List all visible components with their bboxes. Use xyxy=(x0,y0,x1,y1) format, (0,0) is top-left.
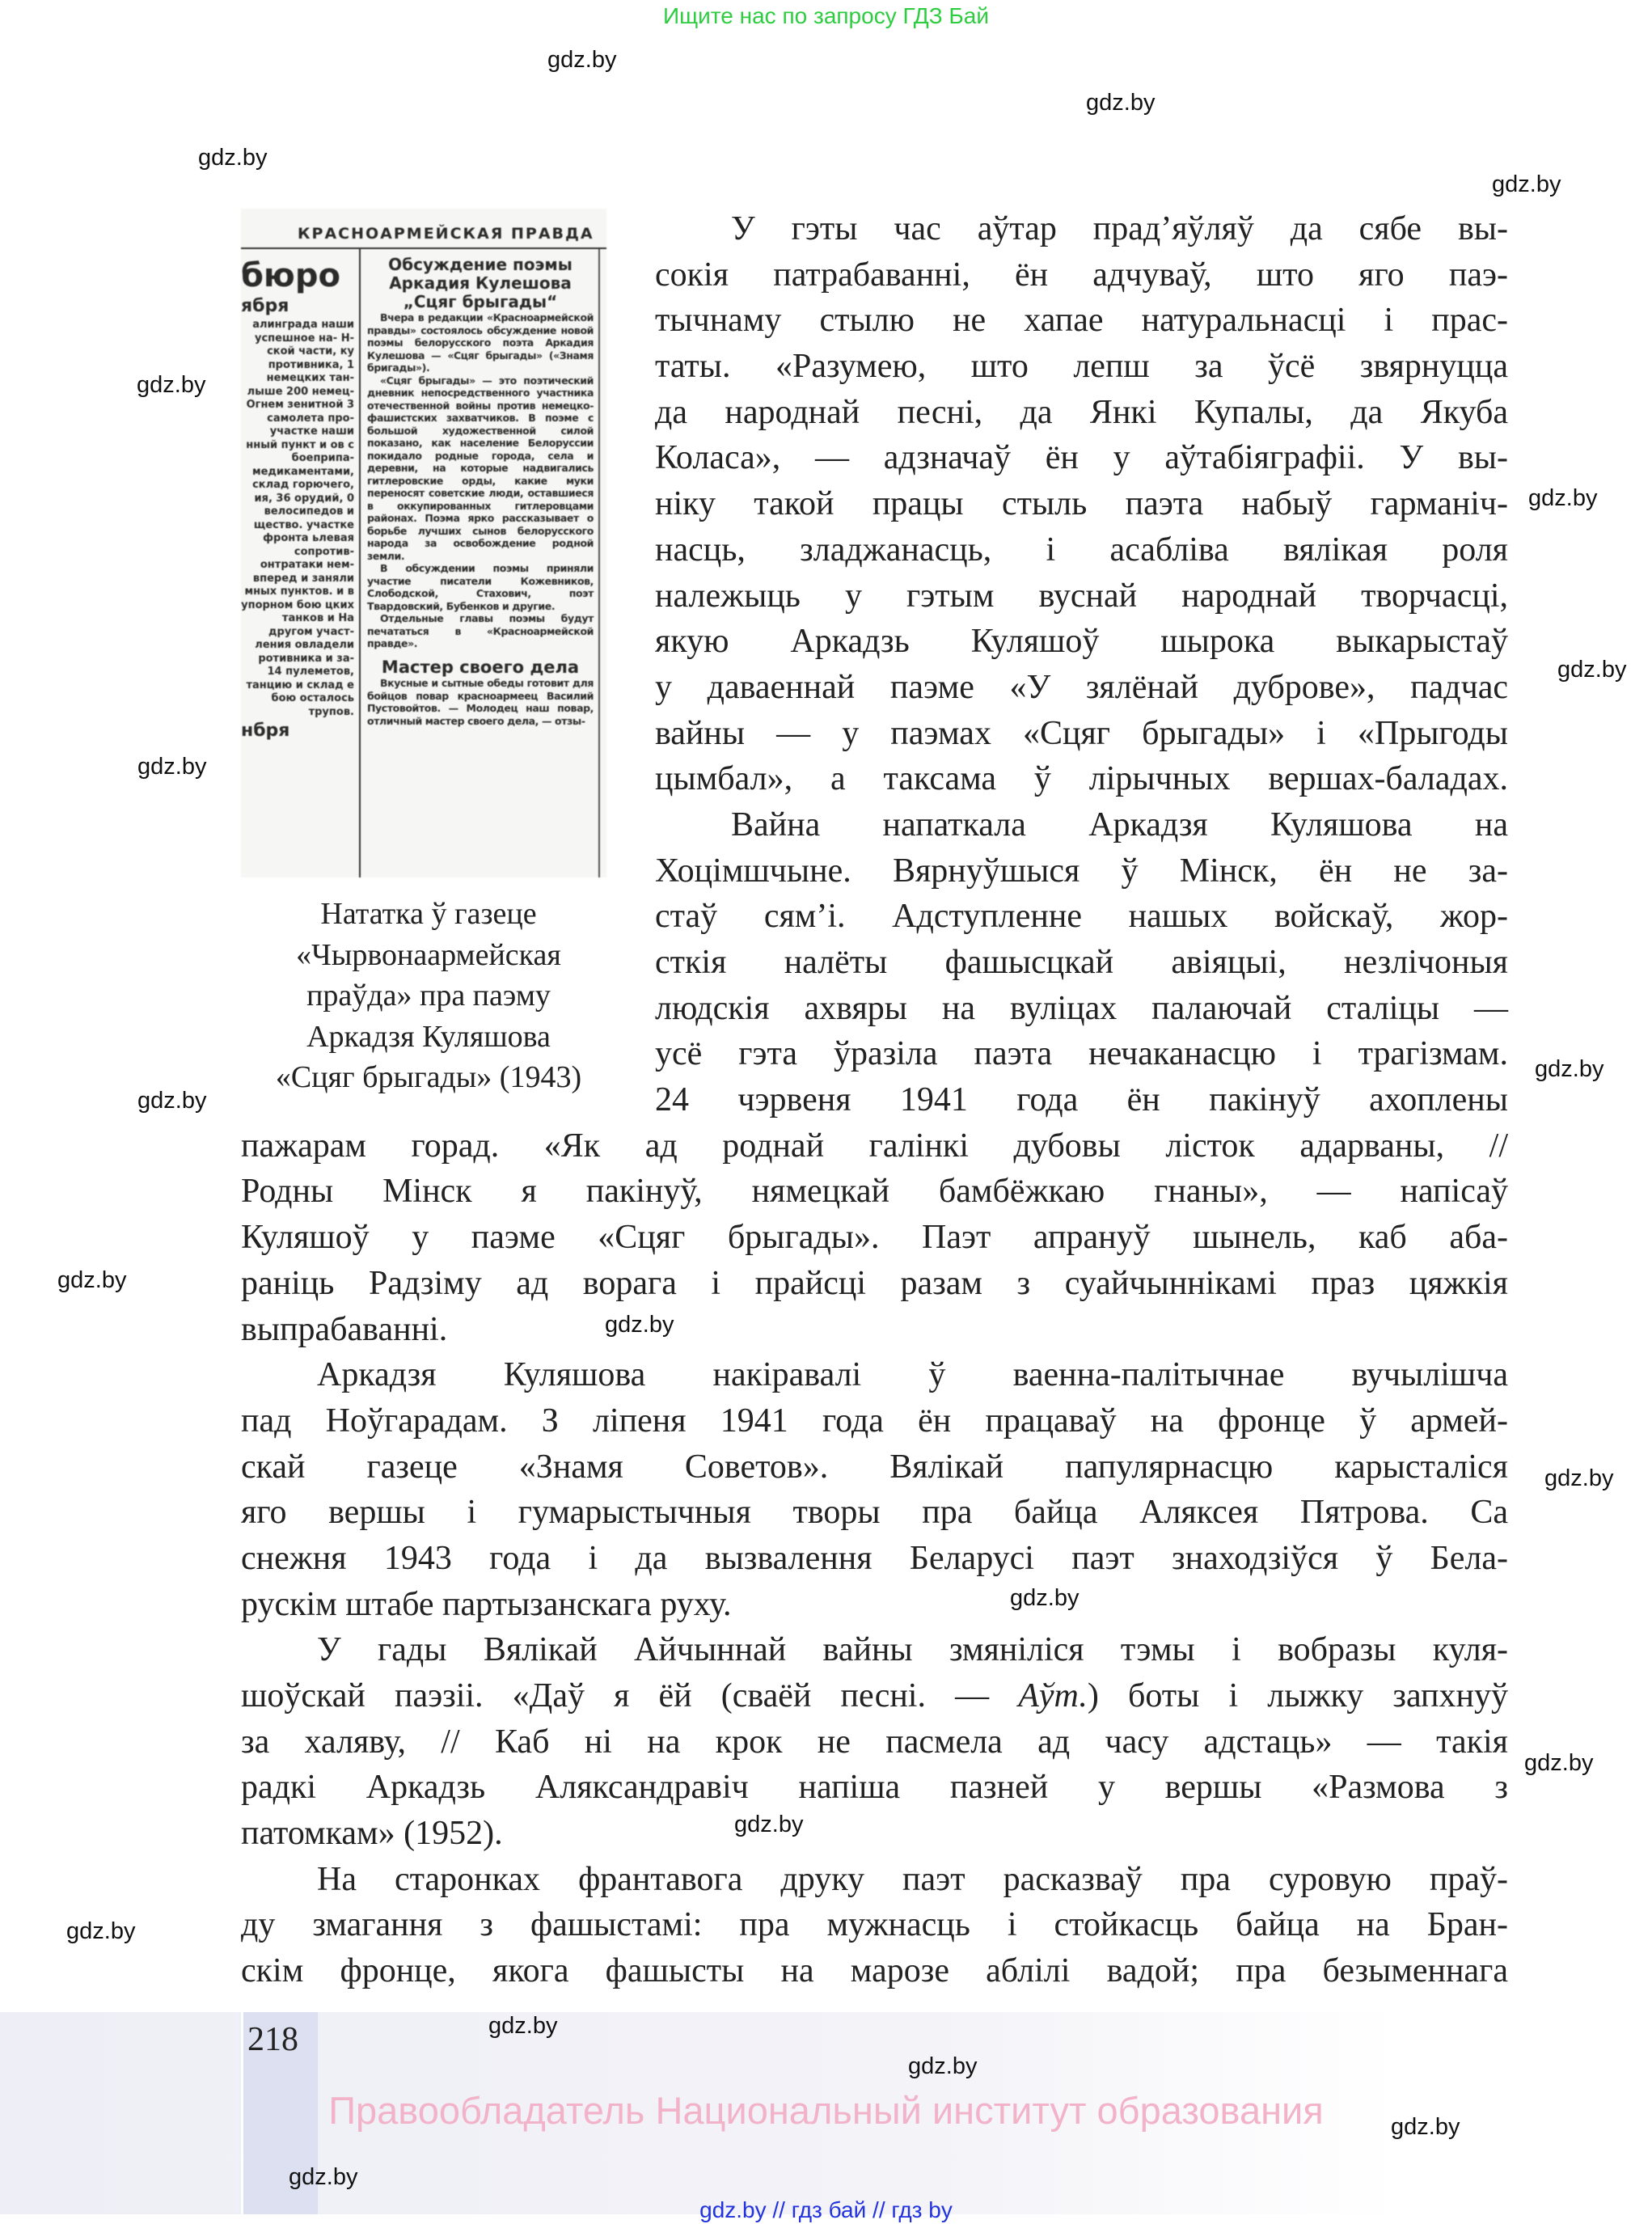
left-column-subheading-2: нбря xyxy=(241,721,290,741)
watermark: gdz.by xyxy=(66,1918,136,1944)
second-article-text: Вкусные и сытные обеды готовит для бойцов повар красноармеец Василий Пустовойтов. — Молодец наш повар, отличный мастер своего дела, — отзы- xyxy=(367,677,594,727)
footer-links[interactable]: gdz.by // гдз бай // гдз by xyxy=(699,2197,953,2222)
italic-abbreviation: Аўт. xyxy=(1018,1677,1088,1715)
text-line: належыць у гэтым вуснай народнай творчасці, xyxy=(655,577,1508,615)
body-text xyxy=(241,206,1508,1994)
text-line: насць, зладжанасць, і асабліва вялікая роля xyxy=(655,531,1508,569)
text-line: пажарам горад. «Як ад роднай галінкі дубовы лісток адарваны, // xyxy=(241,1127,1508,1165)
left-column-text: алинграда наши успешное на- Н-ской части, ку противника, 1 немецких тан- лыше 200 немец- Огнем зенитной 3 самолета про- участке наши нный пункт и ов с боеприпа- медикаментами, склад горючего, ия, 36 орудий, 0 велосипедов и щество. участке фронта ьлевая сопротив- онтратаки нем- вперед и заняли мных пунктов. и в упорном бою цких танков и На другом участ- ления овладели ротивника и за- 14 пулеметов, танцию и склад е бою осталось трупов. xyxy=(241,319,354,718)
watermark: gdz.by xyxy=(1391,2114,1460,2140)
text-line: усё гэта ўразіла паэта нечаканасцю і трагізмам. xyxy=(655,1035,1508,1073)
left-column-heading: бюро xyxy=(241,257,340,294)
watermark: gdz.by xyxy=(1086,90,1156,116)
watermark: gdz.by xyxy=(137,1088,207,1114)
text-line: скай газеце «Знамя Советов». Вялікай папулярнасцю карысталіся xyxy=(241,1448,1508,1486)
text-line: тычнаму стылю не хапае натуральнасці і прас- xyxy=(655,302,1508,340)
text-line: вайны — у паэмах «Сцяг брыгады» і «Прыгоды xyxy=(655,714,1508,752)
article-paragraph: В обсуждении поэмы приняли участие писатели Кожевников, Слободской, Стахович, поэт Твардовский, Бубенков и другие. xyxy=(367,562,594,612)
caption-line: «Чырвонаармейская xyxy=(296,937,561,972)
text-line: Вайна напаткала Аркадзя Куляшова на xyxy=(731,805,1508,844)
text-line: пад Ноўгарадам. З ліпеня 1941 года ён працаваў на фронце ў армей- xyxy=(241,1402,1508,1440)
caption-line: «Сцяг брыгады» (1943) xyxy=(275,1060,582,1094)
text-segment: ) боты і лыжку запхнуў xyxy=(1087,1677,1509,1715)
second-article-title: Мастер своего дела xyxy=(381,657,580,677)
text-line: Коласа», — адзначаў ён у аўтабіяграфіі. У вы- xyxy=(655,439,1508,477)
text-line: таты. «Разумею, што лепш за ўсё звярнуцца xyxy=(655,348,1508,386)
text-line: цымбал», а таксама ў лірычных вершах-баладах. xyxy=(655,760,1508,798)
text-line: 24 чэрвеня 1941 года ён пакінуў ахоплены xyxy=(655,1081,1508,1119)
text-line: Аркадзя Куляшова накіравалі ў ваенна-палітычнае вучылішча xyxy=(317,1356,1508,1394)
text-line: Хоцімшчыне. Вярнуўшыся ў Мінск, ён не за- xyxy=(655,852,1508,890)
watermark: gdz.by xyxy=(57,1267,127,1293)
text-line: У гэты час аўтар прад’яўляў да сябе вы- xyxy=(731,210,1508,247)
text-line: сткія налёты фашысцкай авіяцыі, незлічоныя xyxy=(655,944,1508,981)
text-line: якую Аркадзь Куляшоў шырока выкарыстаў xyxy=(655,623,1508,661)
watermark: gdz.by xyxy=(605,1312,674,1338)
watermark: gdz.by xyxy=(198,145,268,171)
text-line: У гады Вялікай Айчыннай вайны змяніліся тэмы і вобразы куля- xyxy=(317,1631,1508,1669)
article-paragraph: «Сцяг брыгады» — это поэтический дневник непосредственного участника отечественной войны против немецко-фашистских захватчиков. В поэме с большой художественной силой показано, как население Белоруссии покидало родные города, села и деревни, на которые надвигались гитлеровские орды, какие муки переносят советские люди, оставшиеся в оккупированных гитлеровцами районах. Поэма ярко рассказывает о борьбе лучших сынов белорусского народа за освобождение родной земли. xyxy=(367,374,594,562)
text-line: Родны Мінск я пакінуў, нямецкай бамбёжкаю гнаны», — напісаў xyxy=(241,1173,1508,1211)
text-line: за халяву, // Каб ні на крок не пасмела ад часу адстаць» — такія xyxy=(241,1723,1508,1761)
newspaper-masthead: КРАСНОАРМЕЙСКАЯ ПРАВДА xyxy=(298,225,594,243)
text-line: радкі Аркадзь Аляксандравіч напіша пазней у вершы «Размова з xyxy=(241,1769,1508,1807)
watermark: gdz.by xyxy=(1535,1056,1604,1082)
article-paragraph: Вчера в редакции «Красноармейской правды» состоялось обсуждение новой поэмы белорусского поэта Аркадия Кулешова — «Сцяг брыгады» («Знамя бригады»). xyxy=(367,311,594,374)
text-line: стаў сям’і. Адступленне нашых войскаў, жор- xyxy=(655,898,1508,936)
text-line: людскія ахвяры на вуліцах палаючай сталіцы — xyxy=(655,989,1508,1027)
watermark: gdz.by xyxy=(289,2164,358,2190)
caption-line: праўда» пра паэму xyxy=(306,979,551,1013)
text-line xyxy=(241,1673,1508,1719)
article-title: Обсуждение поэмы Аркадия Кулешова „Сцяг брыгады“ xyxy=(388,255,572,311)
text-line: сокія патрабаванні, ён адчуваў, што яго паэ- xyxy=(655,256,1508,294)
page-number: 218 xyxy=(247,2021,298,2058)
article-paragraph: Отдельные главы поэмы будут печататься в «Красноармейской правде». xyxy=(367,612,594,649)
caption-line: Аркадзя Куляшова xyxy=(306,1019,551,1054)
watermark: gdz.by xyxy=(137,754,207,780)
text-line: ду змагання з фашыстамі: пра мужнасць і стойкасць байца на Бран- xyxy=(241,1906,1508,1944)
text-line: яго вершы і гумарыстычныя творы пра байца Аляксея Пятрова. Са xyxy=(241,1494,1508,1532)
watermark: gdz.by xyxy=(1492,171,1561,197)
watermark: gdz.by xyxy=(1524,1750,1594,1776)
watermark: gdz.by xyxy=(137,372,206,398)
text-line: выпрабаванні. xyxy=(241,1310,448,1348)
text-line: да народнай песні, да Янкі Купалы, да Якуба xyxy=(655,393,1508,431)
text-line: Куляшоў у паэме «Сцяг брыгады». Паэт апрануў шынель, каб аба- xyxy=(241,1219,1508,1257)
rights-holder-watermark: Правообладатель Национальный институт образования xyxy=(328,2089,1324,2132)
text-line: скім фронце, якога фашысты на марозе аблілі вадой; пра безыменнага xyxy=(241,1952,1508,1990)
watermark: gdz.by xyxy=(547,47,617,73)
text-line: рускім штабе партызанскага руху. xyxy=(241,1585,732,1623)
text-line: патомкам» (1952). xyxy=(241,1815,503,1853)
left-column-subheading: ября xyxy=(241,296,289,316)
text-line: снежня 1943 года і да вызвалення Беларусі паэт знаходзіўся ў Бела- xyxy=(241,1539,1508,1577)
watermark: gdz.by xyxy=(1528,485,1598,511)
caption-line: Нататка ў газеце xyxy=(320,897,537,931)
watermark: gdz.by xyxy=(908,2053,978,2079)
text-segment: шоўскай паэзіі. «Даў я ёй (сваёй песні. — xyxy=(241,1677,1019,1715)
search-hint-banner[interactable]: Ищите нас по запросу ГДЗ Бай xyxy=(662,3,990,28)
text-line: раніць Радзіму ад ворага і прайсці разам з суайчыннікамі праз цяжкія xyxy=(241,1264,1508,1302)
watermark: gdz.by xyxy=(1544,1465,1614,1491)
watermark: gdz.by xyxy=(1010,1585,1080,1611)
watermark: gdz.by xyxy=(1557,657,1627,683)
watermark: gdz.by xyxy=(734,1812,804,1837)
text-line: На старонках франтавога друку паэт расказваў пра суровую праў- xyxy=(317,1860,1508,1898)
text-line: у даваеннай паэме «У зялёнай дуброве», падчас xyxy=(655,668,1508,706)
watermark: gdz.by xyxy=(488,2013,558,2039)
text-line: ніку такой працы стыль паэта набыў гарманіч- xyxy=(655,485,1508,523)
